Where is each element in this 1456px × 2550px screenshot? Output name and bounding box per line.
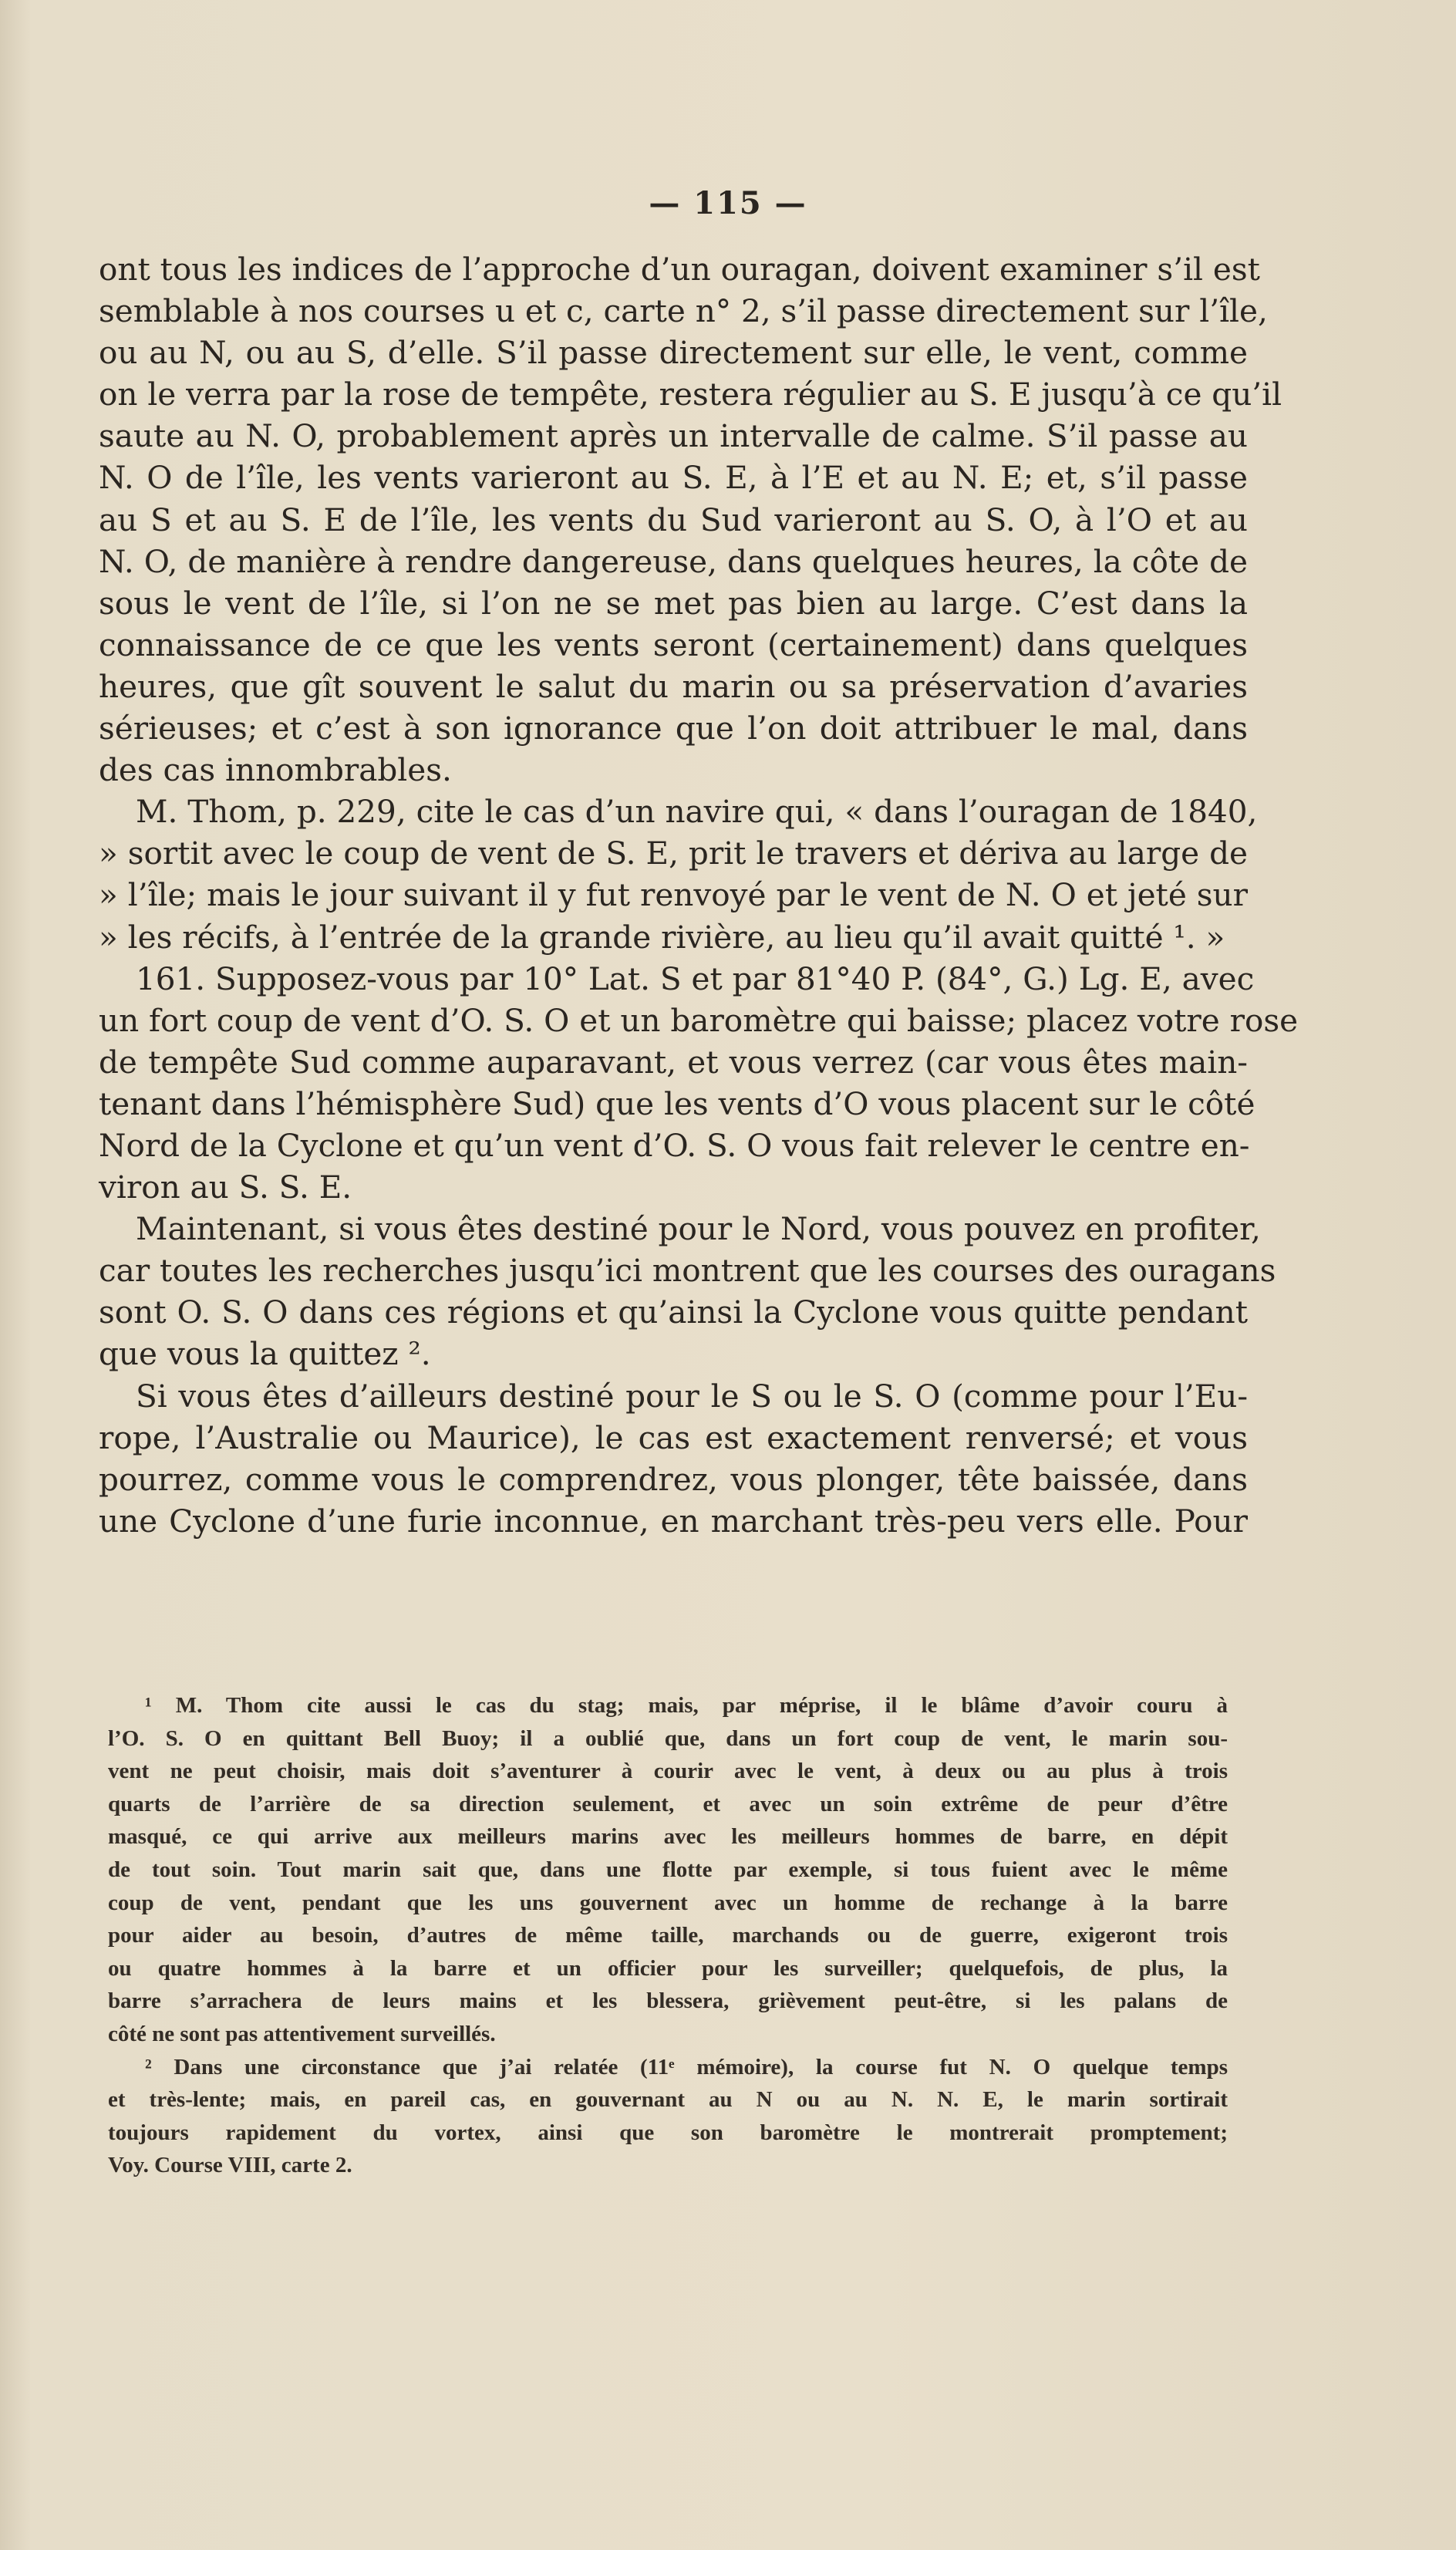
footnote-line: côté ne sont pas attentivement surveillés. — [108, 2021, 496, 2046]
text-line: ou au N, ou au S, d’elle. S’il passe directement sur elle, le vent, comme — [99, 334, 1248, 372]
footnote-line: toujours rapidement du vortex, ainsi que son baromètre le montrerait promptement; — [108, 2120, 1228, 2145]
text-line: des cas innombrables. — [99, 751, 452, 789]
text-line: » l’île; mais le jour suivant il y fut renvoyé par le vent de N. O et jeté sur — [99, 876, 1248, 914]
footnotes — [108, 1689, 1228, 2182]
text-line: connaissance de ce que les vents seront (certainement) dans quelques — [99, 626, 1248, 663]
footnote-line: quarts de l’arrière de sa direction seulement, et avec un soin extrême de peur d’être — [108, 1791, 1228, 1816]
text-line: 161. Supposez-vous par 10° Lat. S et par 81°40 P. (84°, G.) Lg. E, avec — [136, 960, 1255, 997]
text-line: saute au N. O, probablement après un intervalle de calme. S’il passe au — [99, 417, 1248, 455]
text-line: viron au S. S. E. — [99, 1169, 352, 1206]
footnote-line: ² Dans une circonstance que j’ai relatée (11ᵉ mémoire), la course fut N. O quelque temps — [145, 2054, 1228, 2079]
text-line: ont tous les indices de l’approche d’un ouragan, doivent examiner s’il est — [99, 251, 1260, 288]
text-line: M. Thom, p. 229, cite le cas d’un navire qui, « dans l’ouragan de 1840, — [136, 793, 1258, 831]
text-line: une Cyclone d’une furie inconnue, en marchant très-peu vers elle. Pour — [99, 1502, 1248, 1540]
footnote-line: masqué, ce qui arrive aux meilleurs marins avec les meilleurs hommes de barre, en dépit — [108, 1824, 1228, 1850]
footnote-line: pour aider au besoin, d’autres de même taille, marchands ou de guerre, exigeront trois — [108, 1923, 1228, 1948]
text-line: de tempête Sud comme auparavant, et vous verrez (car vous êtes main- — [99, 1043, 1248, 1081]
footnote-line: barre s’arrachera de leurs mains et les blessera, grièvement peut-être, si les palans de — [108, 1988, 1228, 2014]
footnote-line: ¹ M. Thom cite aussi le cas du stag; mais, par méprise, il le blâme d’avoir couru à — [145, 1693, 1228, 1718]
text-line: Nord de la Cyclone et qu’un vent d’O. S. O vous fait relever le centre en- — [99, 1126, 1250, 1164]
text-line: au S et au S. E de l’île, les vents du Sud varieront au S. O, à l’O et au — [99, 501, 1248, 538]
text-line: N. O de l’île, les vents varieront au S. E, à l’E et au N. E; et, s’il passe — [99, 459, 1248, 497]
text-line: rope, l’Australie ou Maurice), le cas est exactement renversé; et vous — [99, 1418, 1248, 1456]
text-line: Si vous êtes d’ailleurs destiné pour le S ou le S. O (comme pour l’Eu- — [136, 1377, 1248, 1415]
main-text — [99, 248, 1299, 1542]
text-line: tenant dans l’hémisphère Sud) que les vents d’O vous placent sur le côté — [99, 1084, 1255, 1122]
footnote-line: vent ne peut choisir, mais doit s’aventurer à courir avec le vent, à deux ou au plus à trois — [108, 1759, 1228, 1784]
footnote-line: et très-lente; mais, en pareil cas, en gouvernant au N ou au N. N. E, le marin sortirait — [108, 2087, 1228, 2113]
footnote-line: ou quatre hommes à la barre et un officier pour les surveiller; quelquefois, de plus, la — [108, 1955, 1228, 1981]
footnote-line: coup de vent, pendant que les uns gouvernent avec un homme de rechange à la barre — [108, 1890, 1228, 1915]
text-line: sous le vent de l’île, si l’on ne se met pas bien au large. C’est dans la — [99, 584, 1248, 622]
text-line: sérieuses; et c’est à son ignorance que l’on doit attribuer le mal, dans — [99, 710, 1248, 747]
text-line: N. O, de manière à rendre dangereuse, dans quelques heures, la côte de — [99, 542, 1248, 580]
text-line: heures, que gît souvent le salut du marin ou sa préservation d’avaries — [99, 667, 1248, 705]
text-line: » sortit avec le coup de vent de S. E, prit le travers et dériva au large de — [99, 835, 1248, 872]
text-line: on le verra par la rose de tempête, restera régulier au S. E jusqu’à ce qu’il — [99, 376, 1282, 413]
text-line: » les récifs, à l’entrée de la grande rivière, au lieu qu’il avait quitté ¹. » — [99, 918, 1225, 956]
text-line: pourrez, comme vous le comprendrez, vous plonger, tête baissée, dans — [99, 1460, 1248, 1498]
page-number: — 115 — — [649, 185, 807, 221]
footnote-line: Voy. Course VIII, carte 2. — [108, 2153, 352, 2178]
footnote-line: de tout soin. Tout marin sait que, dans une flotte par exemple, si tous fuient avec le même — [108, 1857, 1228, 1882]
text-line: car toutes les recherches jusqu’ici montrent que les courses des ouragans — [99, 1252, 1276, 1290]
text-line: semblable à nos courses u et c, carte n° 2, s’il passe directement sur l’île, — [99, 292, 1268, 330]
text-line: Maintenant, si vous êtes destiné pour le Nord, vous pouvez en profiter, — [136, 1210, 1261, 1248]
footnote-line: l’O. S. O en quittant Bell Buoy; il a oublié que, dans un fort coup de vent, le marin sou- — [108, 1725, 1228, 1751]
text-line: sont O. S. O dans ces régions et qu’ainsi la Cyclone vous quitte pendant — [99, 1294, 1248, 1331]
text-line: que vous la quittez ². — [99, 1335, 431, 1373]
text-line: un fort coup de vent d’O. S. O et un baromètre qui baisse; placez votre rose — [99, 1001, 1299, 1039]
